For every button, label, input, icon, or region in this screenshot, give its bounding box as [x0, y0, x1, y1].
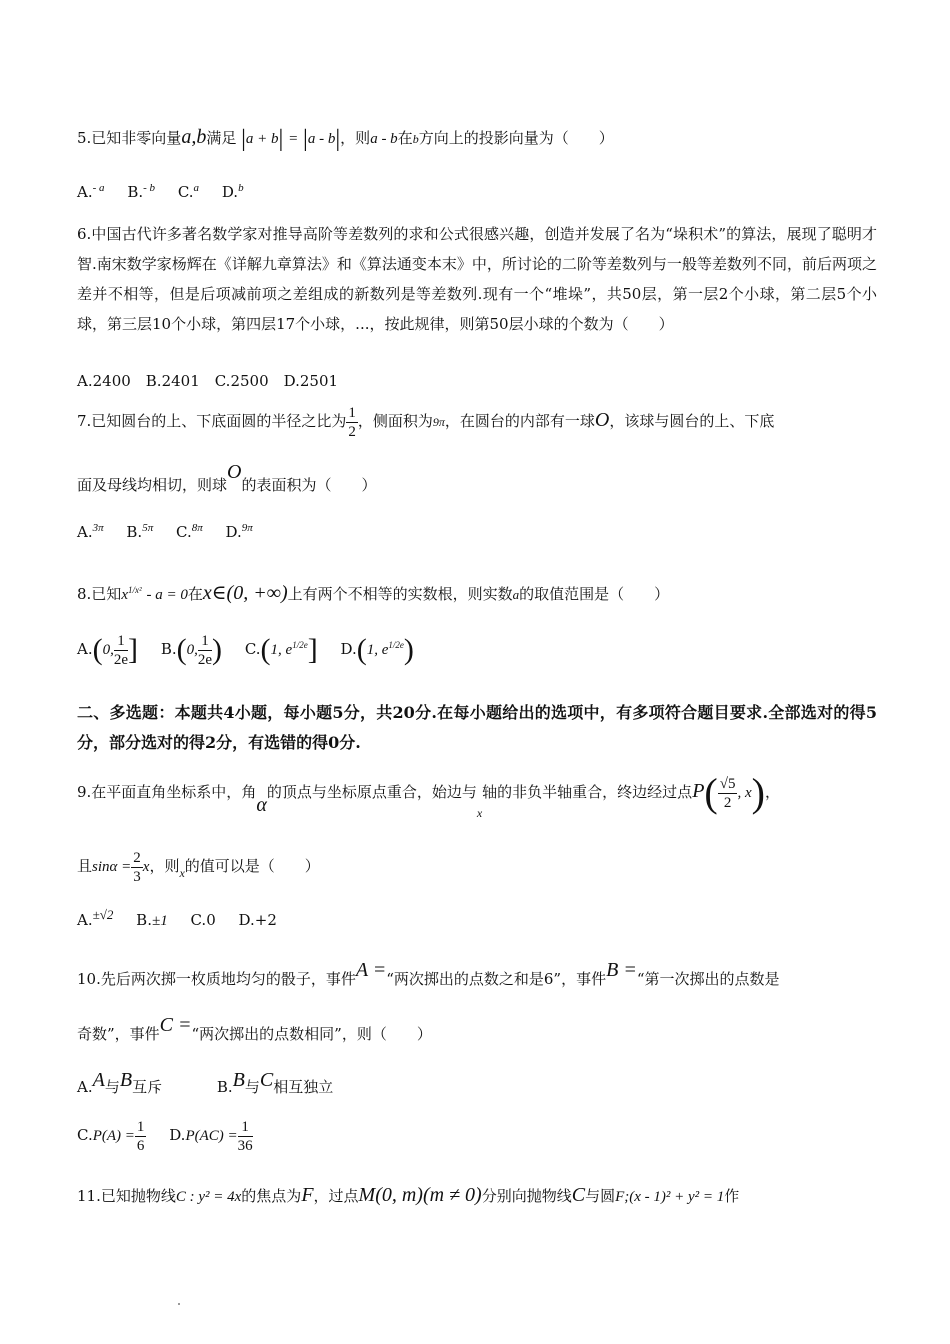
q5-option-c: C.$^a$ — [177, 182, 200, 201]
q9-option-b: B.±1 — [136, 911, 168, 929]
q7-option-c: C.$^{8\pi}$ — [176, 522, 203, 541]
q5-option-a: A.$^{- a}$ — [77, 182, 105, 201]
q6-options: A.2400 B.2401 C.2500 D.2501 — [77, 372, 339, 390]
q10-option-b: B.B与C相互独立 — [216, 1069, 334, 1096]
q9-option-a: A.±√2 — [77, 907, 114, 929]
q5-cond-right: a - b — [307, 131, 336, 147]
q7-option-a: A.$^{3\pi}$ — [77, 522, 104, 541]
q7-stem-line2: 面及母线均相切，则球O的表面积为（ ） — [77, 461, 377, 494]
q9-stem-line2: 且sinα = $\frac{2}{3}$ x，则$_x$的值可以是（ ） — [77, 849, 320, 885]
q8-option-c: C.(1, $e^{1/2e}$] — [244, 633, 318, 666]
q8-option-b: B.(0, $\frac{1}{2e}$ ) — [160, 632, 223, 668]
q5-stem: 5.已知非零向量a,b满足 |a + b| = |a - b|，则a - b在b方向上的投影向量为（ ） — [77, 126, 614, 152]
q10-option-c: C.P(A) = $\frac{1}{6}$ — [77, 1118, 145, 1154]
q10-options-cd — [77, 1115, 271, 1156]
q7-option-b: B.$^{5\pi}$ — [126, 522, 154, 541]
q5-option-d: D.$^b$ — [221, 182, 244, 201]
q9-options — [77, 905, 295, 931]
q5-cond-left: a + b — [245, 131, 279, 147]
q9-option-d: D.+2 — [238, 911, 277, 929]
q7-option-d: D.$^{9\pi}$ — [225, 522, 253, 541]
q8-option-d: D.(1, $e^{1/2e}$) — [340, 633, 414, 666]
q9-stem: 9.在平面直角坐标系中，角α的顶点与坐标原点重合，始边与$_x$轴的非负半轴重合，终边经过点P( $\frac{√5}{2}$ , x)， — [77, 770, 780, 820]
q7-options — [77, 518, 271, 542]
q6-stem: 6.中国古代许多著名数学家对推导高阶等差数列的求和公式很感兴趣，创造并发展了名为“垛积术”的算法，展现了聪明才智.南宋数学家杨辉在《详解九章算法》和《算法通变本末》中，所讨论的二阶等差数列与一般等差数列不同，前后两项之差并不相等，但是后项减前项之差组成的新数列是等差数列.现有一个“堆垛”，共50层，第一层2个小球，第二层5个小球，第三层10个小球，第四层17个小球，...，按此规律，则第50层小球的个数为（ ） — [77, 225, 877, 333]
q9-option-c: C.0 — [190, 911, 216, 929]
q5-vars: a,b — [181, 126, 207, 148]
q5-option-b: B.$^{- b}$ — [127, 182, 156, 201]
q7-stem: 7.已知圆台的上、下底面圆的半径之比为 $\frac{1}{2}$ ，侧面积为9π，在圆台的内部有一球O，该球与圆台的上、下底 — [77, 404, 775, 440]
q10-stem: 10.先后两次掷一枚质地均匀的骰子，事件A =“两次掷出的点数之和是6”，事件B =“第一次掷出的点数是 — [77, 959, 780, 988]
section2-heading: 二、多选题：本题共4小题，每小题5分，共20分.在每小题给出的选项中，有多项符合题目要求.全部选对的得5分，部分选对的得2分，有选错的得0分. — [77, 703, 877, 752]
q8-options — [77, 622, 432, 673]
q10-option-a: A.A与B互斥 — [77, 1069, 163, 1096]
q5-options — [77, 178, 262, 202]
q10-stem-line2: 奇数”，事件C =“两次掷出的点数相同”，则（ ） — [77, 1014, 432, 1043]
page-mark — [178, 1303, 180, 1305]
q7-ratio-fraction: $\frac{1}{2}$ — [348, 404, 356, 440]
q10-option-d: D.P(AC) = $\frac{1}{36}$ — [169, 1118, 253, 1154]
q10-options-ab — [77, 1065, 351, 1102]
q8-stem: 8.已知$x^{1/x^2} - a = 0$在x∈(0, +∞)上有两个不相等的实数根，则实数a的取值范围是（ ） — [77, 582, 670, 604]
q8-option-a: A.(0, $\frac{1}{2e}$ ] — [77, 632, 139, 668]
q11-stem: 11.已知抛物线C : y² = 4x的焦点为F，过点M(0, m)(m ≠ 0)分别向抛物线C与圆F;(x - 1)² + y² = 1作 — [77, 1184, 740, 1206]
